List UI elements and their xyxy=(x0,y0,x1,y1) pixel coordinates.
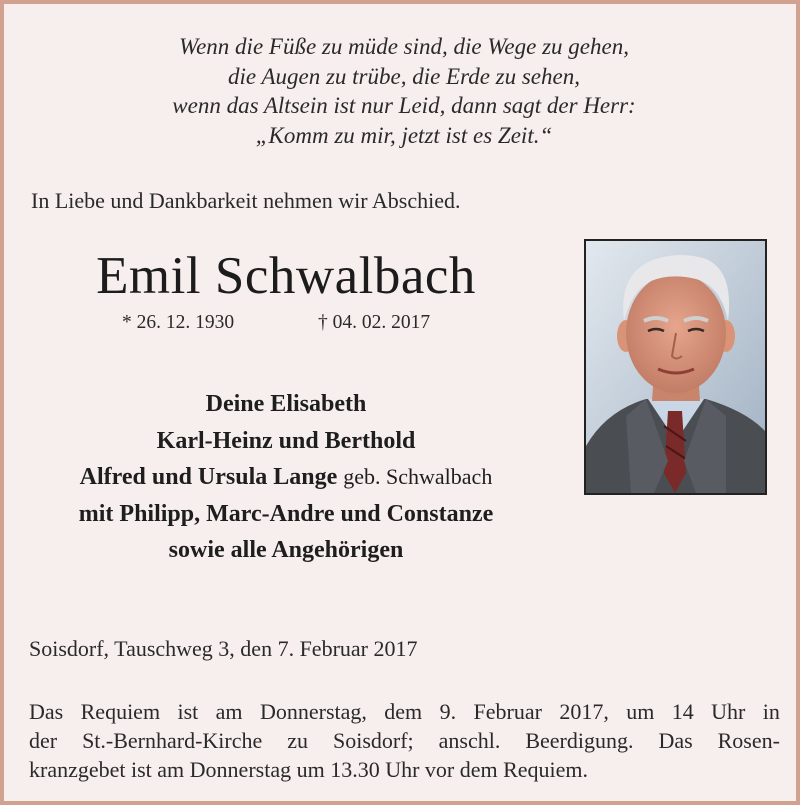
poem-line: die Augen zu trübe, die Erde zu sehen, xyxy=(228,63,580,89)
requiem-word: Rosen- xyxy=(717,728,780,753)
requiem-word: 14 xyxy=(671,699,694,724)
portrait-photo xyxy=(584,239,767,495)
requiem-word: Soisdorf; xyxy=(332,728,414,753)
requiem-word: Das xyxy=(658,728,693,753)
mourner-names: Alfred und Ursula Lange xyxy=(79,464,338,490)
requiem-word: St.-Bernhard-Kirche xyxy=(82,728,263,753)
requiem-word: Requiem xyxy=(80,699,161,724)
requiem-word: Das xyxy=(29,699,64,724)
farewell-intro: In Liebe und Dankbarkeit nehmen wir Abschied. xyxy=(31,188,461,213)
mourner-line: mit Philipp, Marc-Andre und Constanze xyxy=(78,500,494,527)
mourner-line: sowie alle Angehörigen xyxy=(168,537,404,563)
requiem-line-3: kranzgebet ist am Donnerstag um 13.30 Uhr vor dem Requiem. xyxy=(29,757,589,782)
birth-date: * 26. 12. 1930 xyxy=(122,312,235,333)
requiem-word: zu xyxy=(287,728,309,753)
requiem-word: am xyxy=(215,699,243,724)
requiem-notice xyxy=(29,697,780,784)
requiem-word: um xyxy=(626,699,655,724)
maiden-name-note: geb. Schwalbach xyxy=(343,464,493,489)
poem xyxy=(4,32,800,150)
requiem-word: in xyxy=(762,699,780,724)
requiem-word: Februar xyxy=(473,699,542,724)
death-date: † 04. 02. 2017 xyxy=(318,312,431,333)
mourners-list xyxy=(4,386,568,569)
mourner-line: Deine Elisabeth xyxy=(205,391,367,417)
requiem-word: anschl. xyxy=(438,728,501,753)
mourner-line xyxy=(4,459,568,496)
requiem-line-1 xyxy=(29,697,780,726)
requiem-word: der xyxy=(29,728,58,753)
deceased-name: Emil Schwalbach xyxy=(96,247,476,305)
requiem-word: Uhr xyxy=(711,699,746,724)
place-and-date: Soisdorf, Tauschweg 3, den 7. Februar 2017 xyxy=(29,636,418,661)
requiem-line-2 xyxy=(29,726,780,755)
requiem-word: 9. xyxy=(439,699,457,724)
requiem-word: Beerdigung. xyxy=(525,728,634,753)
poem-line: „Komm zu mir, jetzt ist es Zeit.“ xyxy=(255,122,553,148)
requiem-word: ist xyxy=(177,699,199,724)
portrait-illustration xyxy=(586,241,765,493)
mourner-line: Karl-Heinz und Berthold xyxy=(156,427,416,454)
poem-line: wenn das Altsein ist nur Leid, dann sagt der Herr: xyxy=(172,93,636,118)
requiem-word: 2017, xyxy=(559,699,609,724)
poem-line: Wenn die Füße zu müde sind, die Wege zu gehen, xyxy=(179,34,629,59)
requiem-word: dem xyxy=(384,699,423,724)
requiem-word: Donnerstag, xyxy=(259,699,367,724)
